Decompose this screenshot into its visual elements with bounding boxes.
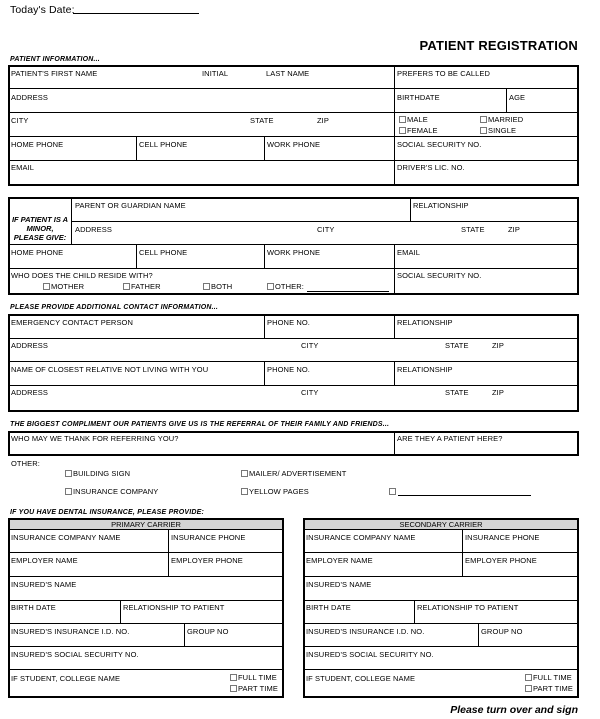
contact-section-label: PLEASE PROVIDE ADDITIONAL CONTACT INFORMATION... [10,304,219,311]
primary-insurance-phone-label: INSURANCE PHONE [171,533,246,542]
yellow-pages-checkbox[interactable] [241,488,248,495]
male-checkbox[interactable] [399,116,406,123]
other-option[interactable] [267,282,304,291]
married-label: MARRIED [488,115,524,124]
home-phone-label: HOME PHONE [11,140,64,149]
first-name-label: PATIENT'S FIRST NAME [11,69,98,78]
primary-insured-ssn-label: INSURED'S SOCIAL SECURITY NO. [11,650,139,659]
secondary-insureds-name-label: INSURED'S NAME [306,580,372,589]
secondary-part-time-label: PART TIME [533,684,573,693]
yellow-pages-option[interactable] [241,487,309,496]
todays-date-label: Today's Date: [10,4,75,16]
married-option[interactable] [480,115,523,124]
minor-cell-phone-label: CELL PHONE [139,248,188,257]
last-name-label: LAST NAME [266,69,310,78]
page-title: PATIENT REGISTRATION [419,38,578,53]
single-option[interactable] [480,126,516,135]
closest-relative-label: NAME OF CLOSEST RELATIVE NOT LIVING WITH YOU [11,365,209,374]
mailer-checkbox[interactable] [241,470,248,477]
female-checkbox[interactable] [399,127,406,134]
secondary-full-time-label: FULL TIME [533,673,572,682]
todays-date-field[interactable] [73,13,199,14]
city-label: CITY [11,116,29,125]
father-option[interactable] [123,282,161,291]
secondary-employer-name-label: EMPLOYER NAME [306,556,373,565]
male-option[interactable] [399,115,428,124]
secondary-carrier-header: SECONDARY CARRIER [399,520,483,529]
referral-other-option[interactable] [389,487,397,496]
referral-other-label: OTHER: [11,459,40,468]
guardian-relationship-label: RELATIONSHIP [413,201,469,210]
minor-address-label: ADDRESS [75,225,112,234]
secondary-full-time-checkbox[interactable] [525,674,532,681]
both-checkbox[interactable] [203,283,210,290]
primary-part-time-label: PART TIME [238,684,278,693]
referral-other-field[interactable] [398,495,531,496]
minor-ssn-label: SOCIAL SECURITY NO. [397,271,482,280]
insurance-company-option[interactable] [65,487,158,496]
father-checkbox[interactable] [123,283,130,290]
father-label: FATHER [131,282,161,291]
primary-carrier-header: PRIMARY CARRIER [111,520,181,529]
mailer-option[interactable] [241,469,346,478]
emergency-phone-label: PHONE NO. [267,318,310,327]
referral-section-label: THE BIGGEST COMPLIMENT OUR PATIENTS GIVE US IS THE REFERRAL OF THEIR FAMILY AND FRIENDS... [10,421,390,428]
primary-insureds-name-label: INSURED'S NAME [11,580,77,589]
single-checkbox[interactable] [480,127,487,134]
insurance-company-checkbox[interactable] [65,488,72,495]
primary-relationship-label: RELATIONSHIP TO PATIENT [123,603,225,612]
both-label: BOTH [211,282,233,291]
minor-side-label-line3: PLEASE GIVE: [13,233,67,242]
yellow-pages-label: YELLOW PAGES [249,487,309,496]
building-sign-option[interactable] [65,469,130,478]
secondary-group-no-label: GROUP NO [481,627,523,636]
turn-over-note: Please turn over and sign [450,704,578,716]
referral-other-checkbox[interactable] [389,488,396,495]
minor-email-label: EMAIL [397,248,421,257]
emergency-city-label: CITY [301,341,319,350]
secondary-part-time-checkbox[interactable] [525,685,532,692]
relative-relationship-label: RELATIONSHIP [397,365,453,374]
state-label: STATE [250,116,274,125]
single-label: SINGLE [488,126,517,135]
who-referred-label: WHO MAY WE THANK FOR REFERRING YOU? [11,434,179,443]
insurance-company-label: INSURANCE COMPANY [73,487,159,496]
minor-side-label-line2: MINOR, [26,224,54,233]
emergency-contact-label: EMERGENCY CONTACT PERSON [11,318,134,327]
other-checkbox[interactable] [267,283,274,290]
minor-home-phone-label: HOME PHONE [11,248,64,257]
birthdate-label: BIRTHDATE [397,93,440,102]
address-label: ADDRESS [11,93,48,102]
secondary-employer-phone-label: EMPLOYER PHONE [465,556,537,565]
insurance-section-label: IF YOU HAVE DENTAL INSURANCE, PLEASE PROVIDE: [10,509,205,516]
guardian-name-label: PARENT OR GUARDIAN NAME [75,201,186,210]
zip-label: ZIP [317,116,329,125]
minor-state-label: STATE [461,225,485,234]
secondary-insured-id-label: INSURED'S INSURANCE I.D. NO. [306,627,425,636]
secondary-insurance-phone-label: INSURANCE PHONE [465,533,540,542]
are-patient-label: ARE THEY A PATIENT HERE? [397,434,503,443]
primary-employer-phone-label: EMPLOYER PHONE [171,556,243,565]
minor-zip-label: ZIP [508,225,520,234]
other-label: OTHER: [275,282,304,291]
minor-side-label-line1: IF PATIENT IS A [11,215,69,224]
minor-box [8,197,579,295]
emergency-state-label: STATE [445,341,469,350]
relative-city-label: CITY [301,388,319,397]
patient-info-section-label: PATIENT INFORMATION... [10,56,100,63]
relative-zip-label: ZIP [492,388,504,397]
primary-part-time-option[interactable] [230,684,278,693]
relative-address-label: ADDRESS [11,388,48,397]
secondary-if-student-label: IF STUDENT, COLLEGE NAME [306,674,416,683]
male-label: MALE [407,115,428,124]
primary-full-time-label: FULL TIME [238,673,277,682]
primary-full-time-option[interactable] [230,673,277,682]
female-label: FEMALE [407,126,438,135]
primary-insured-id-label: INSURED'S INSURANCE I.D. NO. [11,627,130,636]
relative-phone-label: PHONE NO. [267,365,310,374]
emergency-address-label: ADDRESS [11,341,48,350]
building-sign-checkbox[interactable] [65,470,72,477]
contact-box [8,314,579,412]
building-sign-label: BUILDING SIGN [73,469,131,478]
secondary-company-name-label: INSURANCE COMPANY NAME [306,533,416,542]
primary-employer-name-label: EMPLOYER NAME [11,556,78,565]
reside-with-label: WHO DOES THE CHILD RESIDE WITH? [11,271,153,280]
mother-checkbox[interactable] [43,283,50,290]
initial-label: INITIAL [202,69,229,78]
female-option[interactable] [399,126,438,135]
primary-if-student-label: IF STUDENT, COLLEGE NAME [11,674,121,683]
cell-phone-label: CELL PHONE [139,140,188,149]
age-label: AGE [509,93,526,102]
secondary-part-time-option[interactable] [525,684,573,693]
secondary-birth-date-label: BIRTH DATE [306,603,351,612]
primary-full-time-checkbox[interactable] [230,674,237,681]
primary-group-no-label: GROUP NO [187,627,229,636]
work-phone-label: WORK PHONE [267,140,321,149]
primary-company-name-label: INSURANCE COMPANY NAME [11,533,121,542]
mailer-label: MAILER/ ADVERTISEMENT [249,469,347,478]
married-checkbox[interactable] [480,116,487,123]
secondary-full-time-option[interactable] [525,673,572,682]
prefers-label: PREFERS TO BE CALLED [397,69,491,78]
other-field[interactable] [307,291,389,292]
secondary-insured-ssn-label: INSURED'S SOCIAL SECURITY NO. [306,650,434,659]
primary-part-time-checkbox[interactable] [230,685,237,692]
email-label: EMAIL [11,163,35,172]
minor-city-label: CITY [317,225,335,234]
secondary-relationship-label: RELATIONSHIP TO PATIENT [417,603,519,612]
emergency-relationship-label: RELATIONSHIP [397,318,453,327]
emergency-zip-label: ZIP [492,341,504,350]
ssn-label: SOCIAL SECURITY NO. [397,140,482,149]
mother-label: MOTHER [51,282,85,291]
relative-state-label: STATE [445,388,469,397]
minor-work-phone-label: WORK PHONE [267,248,321,257]
mother-option[interactable] [43,282,84,291]
drivers-lic-label: DRIVER'S LIC. NO. [397,163,465,172]
both-option[interactable] [203,282,232,291]
minor-side-label [9,215,71,242]
primary-birth-date-label: BIRTH DATE [11,603,56,612]
